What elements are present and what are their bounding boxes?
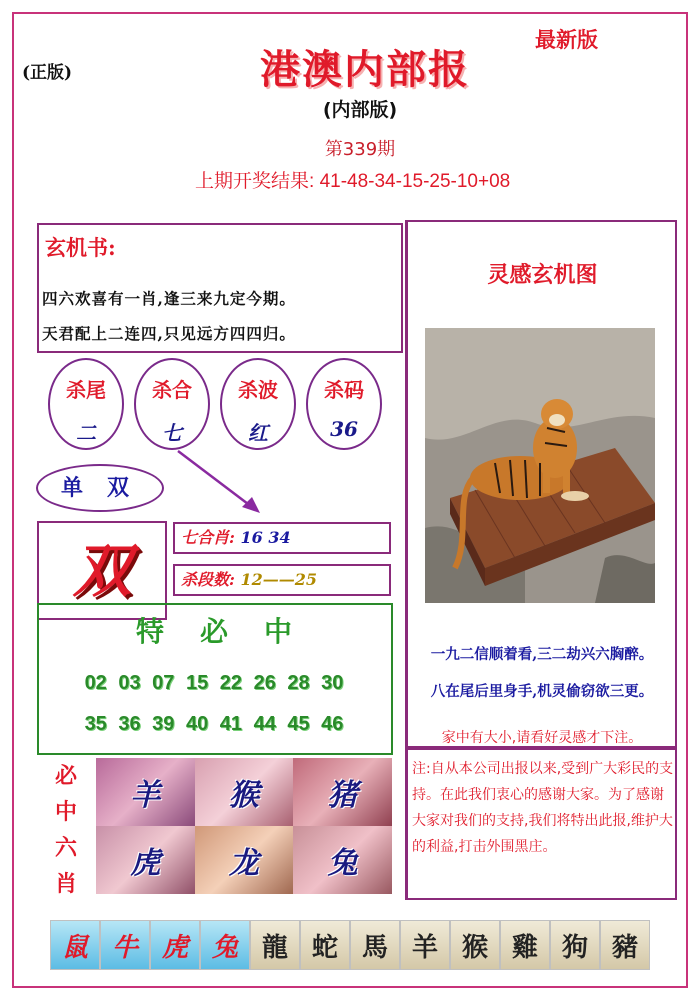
issue-number: 第339期 (324, 139, 396, 160)
internal-edition-subtitle: (内部版) (322, 99, 398, 121)
kill-number-value: 36 (330, 417, 358, 441)
mystery-verse-1: 四六欢喜有一肖,逢三来九定今期。 (42, 289, 296, 308)
zodiac-bar-item: 蛇 (300, 920, 350, 970)
kill-wave-title: 杀波 (238, 378, 278, 402)
zodiac-bar-item: 雞 (500, 920, 550, 970)
pointer-arrow-icon (170, 445, 270, 520)
kill-range-box (173, 564, 391, 596)
zodiac-bar-item: 龍 (250, 920, 300, 970)
seven-combo-box (173, 522, 391, 554)
zodiac-cell: 羊 (96, 758, 195, 826)
spirit-verse-2: 八在尾后里身手,机灵偷窃欲三更。 (430, 683, 654, 700)
tiger-image (425, 328, 655, 603)
kill-combo-pick (134, 358, 210, 450)
zodiac-cell: 龙 (195, 826, 294, 894)
kill-tail-title: 杀尾 (66, 378, 106, 402)
zodiac-bar-item: 狗 (550, 920, 600, 970)
six-zodiac-label (46, 758, 86, 902)
zodiac-bar-item: 豬 (600, 920, 650, 970)
mystery-verse-2: 天君配上二连四,只见远方四四归。 (42, 324, 296, 343)
six-zodiac-grid (96, 758, 392, 894)
zodiac-cell: 兔 (293, 826, 392, 894)
kill-number-pick (306, 358, 382, 450)
zodiac-bar (50, 920, 650, 970)
kill-combo-value: 七 (162, 421, 182, 445)
last-result-label: 上期开奖结果: (195, 171, 315, 192)
kill-tail-pick (48, 358, 124, 450)
six-zodiac-char-3: 六 (54, 835, 77, 861)
six-zodiac-char-2: 中 (54, 799, 77, 825)
zodiac-bar-item: 羊 (400, 920, 450, 970)
spirit-note: 家中有大小,请看好灵感才下注。 (441, 730, 643, 746)
notice-text: 注:自从本公司出报以来,受到广大彩民的支持。在此我们衷心的感谢大家。为了感谢大家对我们的支持,我们将特出此报,维护大的利益,打击外围黑庄。 (412, 761, 674, 855)
kill-combo-title: 杀合 (152, 378, 192, 402)
odd-even-pick (36, 464, 164, 512)
six-zodiac-char-4: 肖 (54, 871, 77, 897)
six-zodiac-char-1: 必 (54, 763, 77, 789)
last-result-numbers: 41-48-34-15-25-10+08 (319, 171, 511, 192)
zodiac-bar-item: 兔 (200, 920, 250, 970)
kill-wave-value: 红 (248, 421, 268, 445)
newest-edition-tag: 最新版 (535, 27, 598, 52)
zodiac-bar-item: 虎 (150, 920, 200, 970)
zodiac-cell: 猪 (293, 758, 392, 826)
special-numbers-row-2: 35 36 39 40 41 44 45 46 (84, 713, 344, 735)
zodiac-bar-item: 猴 (450, 920, 500, 970)
kill-range-value: 12——25 (240, 570, 318, 589)
kill-wave-pick (220, 358, 296, 450)
kill-number-title: 杀码 (324, 378, 364, 402)
zodiac-bar-item: 馬 (350, 920, 400, 970)
seven-combo-label: 七合肖: (181, 528, 235, 547)
seven-combo-value: 16 34 (240, 528, 291, 547)
even-label: 双 (107, 475, 154, 501)
kill-tail-value: 二 (76, 421, 96, 445)
big-pick-box: 双 (37, 521, 167, 620)
zodiac-cell: 猴 (195, 758, 294, 826)
kill-range-label: 杀段数: (181, 570, 235, 589)
special-title: 特必中 (135, 615, 328, 648)
page-title: 港澳内部报 (260, 46, 470, 93)
zodiac-bar-item: 鼠 (50, 920, 100, 970)
mystery-book-label: 玄机书: (45, 235, 116, 260)
zodiac-bar-item: 牛 (100, 920, 150, 970)
zodiac-cell: 虎 (96, 826, 195, 894)
spirit-title: 灵感玄机图 (487, 262, 598, 288)
spirit-verse-1: 一九二信顺着看,三二劫兴六胸醉。 (430, 646, 654, 663)
official-edition-tag: (正版) (22, 63, 73, 83)
special-numbers-row-1: 02 03 07 15 22 26 28 30 (84, 672, 344, 694)
last-result (195, 166, 510, 193)
odd-label: 单 (60, 475, 107, 501)
